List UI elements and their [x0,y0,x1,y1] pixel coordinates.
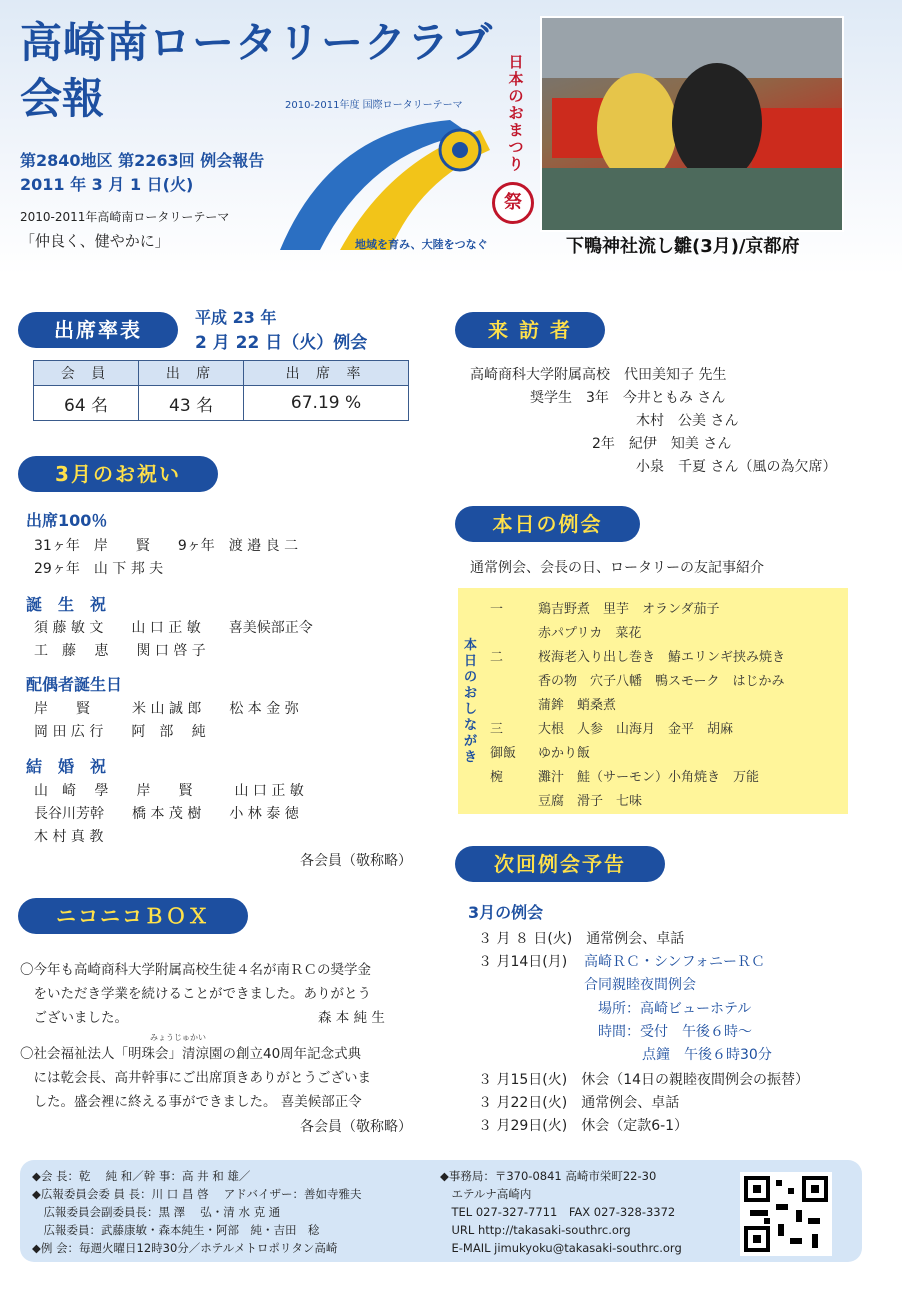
schedule-line: ３ 月 ８ 日(火) 通常例会、卓話 [478,931,685,947]
footer-right-line: ◆事務局：〒370-0841 高崎市栄町22-30 [440,1169,657,1183]
menu-course-label: 椀 [490,770,504,785]
present-value: 43 名 [139,386,244,421]
visitor-line: 奨学生 3年 今井ともみ さん [530,390,726,406]
schedule-line: ３ 月14日(月) [478,954,568,970]
birthday-line: 須 藤 敏 文 山 口 正 敏 喜美候部正令 [34,620,313,636]
attendance100-line: 31ヶ年 岸 賢 9ヶ年 渡 邉 良 二 [34,538,299,554]
festival-fan-icon: 祭 [492,182,534,224]
meeting-number: 第2840地区 第2263回 例会報告 [20,151,265,170]
meeting-date: 2011 年 3 月 1 日(火) [20,175,194,194]
footer-right-line: E-MAIL jimukyoku@takasaki-southrc.org [440,1241,682,1255]
rate-value: 67.19 % [244,386,409,421]
schedule-line: ３ 月29日(火) 休会（定款6-1） [478,1118,689,1134]
footer-left-line: ◆広報委員会委 員 長：川 口 昌 啓 アドバイザー：善如寺雅夫 [32,1187,362,1201]
visitors-badge: 来 訪 者 [455,312,605,348]
photo-caption: 下鴨神社流し雛(3月)/京都府 [566,236,800,257]
ri-slogan: 地域を育み、大陸をつなぐ [355,238,488,251]
visitor-line: 木村 公美 さん [636,413,739,429]
footer-right-line: URL http://takasaki-southrc.org [440,1223,631,1237]
footer-left-line: 広報委員：武藤康敏・森本純生・阿部 純・吉田 稔 [32,1223,320,1237]
menu-course-label: 三 [490,722,504,737]
next-meeting-badge: 次回例会予告 [455,846,665,882]
ri-theme-caption: 2010-2011年度 国際ロータリーテーマ [285,100,463,111]
qr-code-icon[interactable] [740,1172,832,1256]
schedule-line: ３ 月15日(火) 休会（14日の親睦夜間例会の振替） [478,1072,810,1088]
club-theme: 「仲良く、健やかに」 [20,232,170,250]
festival-photo-art [542,18,842,230]
attendance-era-year: 平成 23 年 [195,308,277,327]
newsletter-subtitle: 会報 [20,74,105,123]
niko-line: した。盛会裡に終える事ができました。 喜美候部正令 [20,1094,362,1110]
niko-line: には乾会長、高井幹事にご出席頂きありがとうございま [20,1070,371,1086]
menu-item: 鶏吉野煮 里芋 オランダ茄子 [538,602,720,617]
wedding-title: 結 婚 祝 [26,757,107,776]
attendance-table [33,360,409,421]
attendance-meeting-date: 2 月 22 日（火）例会 [195,333,368,353]
spouse-birthday-line: 岸 賢 米 山 誠 郎 松 本 金 弥 [34,701,299,717]
festival-photo [540,16,844,232]
venue-line: 場所：高崎ビューホテル [598,1001,752,1017]
niko-ruby: みょうじゅかい [150,1033,206,1042]
visitor-line: 2年 紀伊 知美 さん [592,436,732,452]
niko-line: ございました。 [20,1010,128,1026]
honorific-note: 各会員（敬称略） [300,853,412,869]
today-badge: 本日の例会 [455,506,640,542]
visitor-line: 小泉 千夏 さん（風の為欠席） [636,459,837,475]
footer-left-line: ◆会 長：乾 純 和／幹 事：高 井 和 雄／ [32,1169,251,1183]
members-value: 64 名 [34,386,139,421]
time-line: 点鐘 午後６時30分 [642,1047,772,1063]
birthday-title: 誕 生 祝 [26,595,107,614]
niko-signer: 森 本 純 生 [318,1010,385,1026]
footer-right-line: エテルナ高崎内 [440,1187,532,1201]
attendance-badge: 出席率表 [18,312,178,348]
wedding-line: 長谷川芳幹 橋 本 茂 樹 小 林 泰 徳 [34,806,299,822]
schedule-line: ３ 月22日(火) 通常例会、卓話 [478,1095,680,1111]
menu-item: 豆腐 滑子 七味 [538,794,643,809]
joint-meeting-line: 高崎ＲＣ・シンフォニーＲＣ [584,954,765,970]
today-description: 通常例会、会長の日、ロータリーの友記事紹介 [470,560,764,576]
wedding-line: 木 村 真 教 [34,829,104,845]
newsletter-title: 高崎南ロータリークラブ [20,18,494,67]
attendance100-line: 29ヶ年 山 下 邦 夫 [34,561,164,577]
menu-item: 蒲鉾 蛸桑煮 [538,698,617,713]
header-rate: 出 席 率 [244,361,409,386]
menu-item: 灘汁 鮭（サーモン）小角焼き 万能 [538,770,760,785]
menu-course-label: 一 [490,602,504,617]
menu-item: 大根 人参 山海月 金平 胡麻 [538,722,734,737]
footer-left-line: ◆例 会：毎週火曜日12時30分／ホテルメトロポリタン高崎 [32,1241,338,1255]
club-theme-label: 2010-2011年高崎南ロータリーテーマ [20,210,230,224]
spouse-birthday-title: 配偶者誕生日 [26,675,123,694]
niko-line: をいただき学業を続けることができました。ありがとう [20,986,371,1002]
attendance100-title: 出席100％ [26,511,108,530]
niko-line: 〇社会福祉法人「明珠会」清涼園の創立40周年記念式典 [20,1046,362,1062]
menu-item: 赤パプリカ 菜花 [538,626,642,641]
spouse-birthday-line: 岡 田 広 行 阿 部 純 [34,724,206,740]
footer-right-line: TEL 027-327-7711 FAX 027-328-3372 [440,1205,676,1219]
honorific-note: 各会員（敬称略） [300,1119,412,1135]
birthday-line: 工 藤 恵 関 口 啓 子 [34,643,206,659]
time-line: 時間：受付 午後６時〜 [598,1024,752,1040]
visitor-line: 高崎商科大学附属高校 代田美知子 先生 [470,367,727,383]
niko-line: 〇今年も高崎商科大学附属高校生徒４名が南ＲＣの奨学金 [20,962,371,978]
matsuri-vertical-text: 日本のおまつり [508,53,524,173]
joint-meeting-line: 合同親睦夜間例会 [584,977,696,993]
header-members: 会 員 [34,361,139,386]
footer-left-line: 広報委員会副委員長：黒 澤 弘・清 水 克 通 [32,1205,281,1219]
header-present: 出 席 [139,361,244,386]
qr-code-pattern [742,1174,830,1254]
next-month-title: 3月の例会 [468,903,544,922]
menu-item: 桜海老入り出し巻き 鰆エリンギ挟み焼き [538,650,786,665]
menu-course-label: 二 [490,650,504,665]
niko-badge: ニコニコＢＯＸ [18,898,248,934]
menu-course-label: 御飯 [490,746,517,761]
celebration-badge: 3月のお祝い [18,456,218,492]
menu-vertical-label: 本日のおしながき [464,638,478,765]
menu-item: ゆかり飯 [538,746,591,761]
menu-item: 香の物 穴子八幡 鴨スモーク はじかみ [538,674,785,689]
wedding-line: 山 崎 學 岸 賢 山 口 正 敏 [34,783,304,799]
